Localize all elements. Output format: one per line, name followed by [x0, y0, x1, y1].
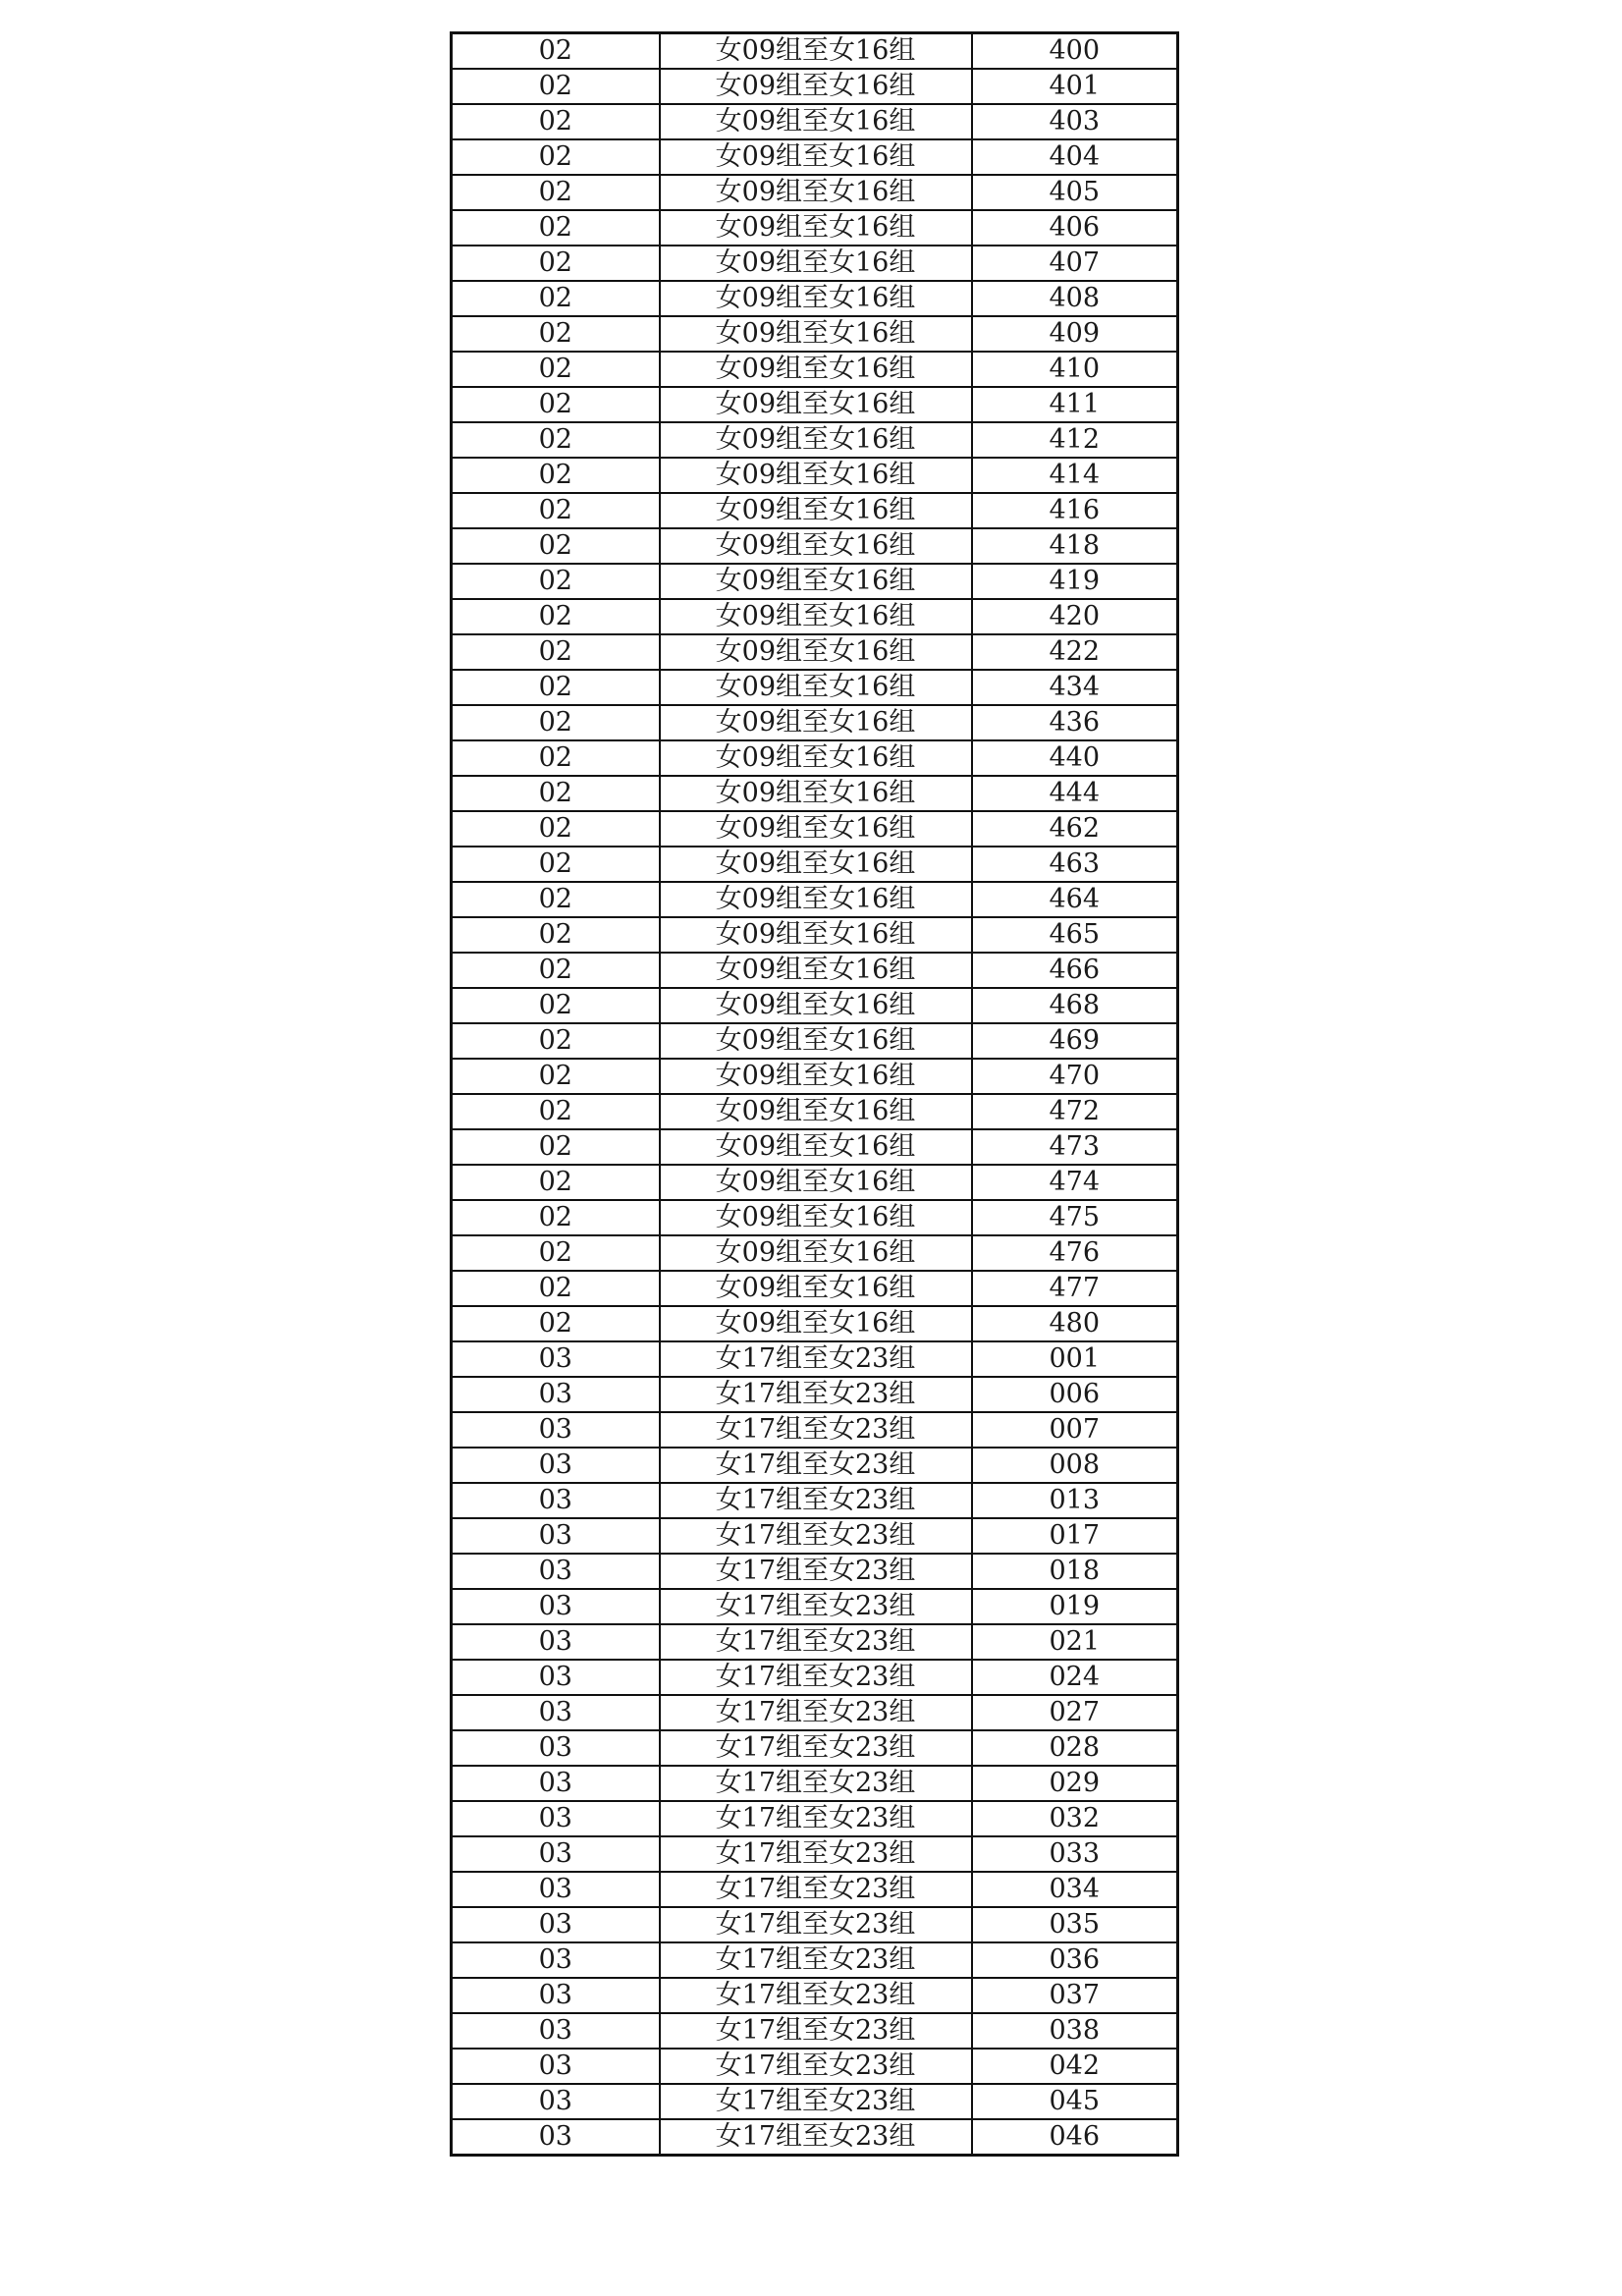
table-row [452, 1907, 1178, 1942]
number-cell: 463 [972, 847, 1178, 882]
number-cell: 436 [972, 705, 1178, 740]
number-cell: 420 [972, 599, 1178, 634]
table-row [452, 387, 1178, 422]
group-range-cell: 女09组至女16组 [660, 104, 972, 139]
number-cell: 006 [972, 1377, 1178, 1412]
group-range-cell: 女09组至女16组 [660, 1200, 972, 1235]
group-code-cell: 02 [452, 316, 660, 352]
group-range-cell: 女17组至女23组 [660, 2119, 972, 2156]
group-code-cell: 03 [452, 2084, 660, 2119]
group-code-cell: 02 [452, 458, 660, 493]
group-code-cell: 02 [452, 1129, 660, 1165]
number-cell: 409 [972, 316, 1178, 352]
table-row [452, 1129, 1178, 1165]
table-row [452, 1518, 1178, 1554]
group-range-cell: 女09组至女16组 [660, 705, 972, 740]
table-row [452, 1589, 1178, 1624]
number-cell: 036 [972, 1942, 1178, 1978]
group-range-cell: 女09组至女16组 [660, 493, 972, 528]
group-code-cell: 03 [452, 1412, 660, 1448]
group-range-cell: 女09组至女16组 [660, 988, 972, 1023]
number-cell: 038 [972, 2013, 1178, 2049]
number-cell: 408 [972, 281, 1178, 316]
group-code-cell: 03 [452, 1377, 660, 1412]
group-code-cell: 02 [452, 139, 660, 175]
table-row [452, 1200, 1178, 1235]
group-code-cell: 02 [452, 776, 660, 811]
group-code-cell: 03 [452, 1907, 660, 1942]
group-code-cell: 02 [452, 705, 660, 740]
number-cell: 405 [972, 175, 1178, 210]
table-row [452, 1094, 1178, 1129]
group-range-cell: 女17组至女23组 [660, 1483, 972, 1518]
table-row [452, 422, 1178, 458]
group-code-cell: 02 [452, 281, 660, 316]
table-row [452, 1624, 1178, 1660]
number-cell: 462 [972, 811, 1178, 847]
table-row [452, 670, 1178, 705]
group-code-cell: 02 [452, 33, 660, 70]
group-code-cell: 02 [452, 528, 660, 564]
group-code-cell: 02 [452, 210, 660, 246]
number-cell: 414 [972, 458, 1178, 493]
table-row [452, 210, 1178, 246]
number-cell: 473 [972, 1129, 1178, 1165]
group-range-cell: 女09组至女16组 [660, 33, 972, 70]
number-cell: 407 [972, 246, 1178, 281]
number-cell: 001 [972, 1341, 1178, 1377]
group-code-cell: 03 [452, 1554, 660, 1589]
table-row [452, 493, 1178, 528]
group-range-cell: 女17组至女23组 [660, 1907, 972, 1942]
table-row [452, 1165, 1178, 1200]
table-row [452, 917, 1178, 953]
group-code-cell: 02 [452, 670, 660, 705]
number-cell: 476 [972, 1235, 1178, 1271]
number-cell: 007 [972, 1412, 1178, 1448]
group-code-cell: 02 [452, 740, 660, 776]
group-code-cell: 03 [452, 1695, 660, 1730]
group-range-cell: 女09组至女16组 [660, 1165, 972, 1200]
number-cell: 475 [972, 1200, 1178, 1235]
table-row [452, 175, 1178, 210]
table-row [452, 458, 1178, 493]
group-range-cell: 女17组至女23组 [660, 1978, 972, 2013]
group-code-cell: 02 [452, 882, 660, 917]
group-code-cell: 03 [452, 1730, 660, 1766]
group-code-cell: 02 [452, 599, 660, 634]
table-row [452, 634, 1178, 670]
group-code-cell: 03 [452, 2119, 660, 2156]
group-range-cell: 女17组至女23组 [660, 1589, 972, 1624]
number-cell: 400 [972, 33, 1178, 70]
group-range-cell: 女09组至女16组 [660, 210, 972, 246]
number-cell: 021 [972, 1624, 1178, 1660]
number-cell: 422 [972, 634, 1178, 670]
number-cell: 466 [972, 953, 1178, 988]
group-range-cell: 女09组至女16组 [660, 740, 972, 776]
group-range-cell: 女09组至女16组 [660, 1271, 972, 1306]
number-cell: 403 [972, 104, 1178, 139]
group-range-cell: 女09组至女16组 [660, 634, 972, 670]
table-row [452, 1872, 1178, 1907]
table-row [452, 1059, 1178, 1094]
group-code-cell: 02 [452, 564, 660, 599]
group-range-cell: 女17组至女23组 [660, 1624, 972, 1660]
group-range-cell: 女09组至女16组 [660, 422, 972, 458]
group-range-cell: 女09组至女16组 [660, 246, 972, 281]
group-range-cell: 女09组至女16组 [660, 953, 972, 988]
table-row [452, 1341, 1178, 1377]
number-cell: 465 [972, 917, 1178, 953]
group-range-cell: 女17组至女23组 [660, 1341, 972, 1377]
group-range-cell: 女17组至女23组 [660, 2084, 972, 2119]
group-range-cell: 女09组至女16组 [660, 847, 972, 882]
group-range-cell: 女09组至女16组 [660, 139, 972, 175]
group-range-cell: 女17组至女23组 [660, 1801, 972, 1836]
group-range-cell: 女09组至女16组 [660, 1235, 972, 1271]
group-range-cell: 女17组至女23组 [660, 1660, 972, 1695]
group-code-cell: 02 [452, 1094, 660, 1129]
group-code-cell: 03 [452, 1589, 660, 1624]
group-range-cell: 女17组至女23组 [660, 1836, 972, 1872]
group-code-cell: 02 [452, 847, 660, 882]
number-cell: 034 [972, 1872, 1178, 1907]
table-row [452, 69, 1178, 104]
group-range-cell: 女09组至女16组 [660, 352, 972, 387]
group-code-cell: 02 [452, 1023, 660, 1059]
table-row [452, 740, 1178, 776]
table-row [452, 811, 1178, 847]
number-cell: 033 [972, 1836, 1178, 1872]
number-cell: 410 [972, 352, 1178, 387]
number-cell: 029 [972, 1766, 1178, 1801]
group-range-cell: 女09组至女16组 [660, 387, 972, 422]
table-row [452, 988, 1178, 1023]
table-row [452, 847, 1178, 882]
group-code-cell: 02 [452, 104, 660, 139]
group-code-cell: 02 [452, 352, 660, 387]
table-row [452, 953, 1178, 988]
group-range-cell: 女09组至女16组 [660, 882, 972, 917]
table-row [452, 1377, 1178, 1412]
table-row [452, 1730, 1178, 1766]
number-cell: 419 [972, 564, 1178, 599]
table-row [452, 882, 1178, 917]
number-cell: 418 [972, 528, 1178, 564]
group-code-cell: 02 [452, 634, 660, 670]
table-row [452, 104, 1178, 139]
number-cell: 042 [972, 2049, 1178, 2084]
group-code-cell: 02 [452, 953, 660, 988]
table-row [452, 352, 1178, 387]
table-row [452, 1695, 1178, 1730]
number-cell: 017 [972, 1518, 1178, 1554]
number-cell: 434 [972, 670, 1178, 705]
table-row [452, 564, 1178, 599]
table-row [452, 139, 1178, 175]
table-row [452, 1235, 1178, 1271]
group-code-cell: 02 [452, 1271, 660, 1306]
group-code-cell: 02 [452, 175, 660, 210]
group-code-cell: 02 [452, 422, 660, 458]
table-row [452, 1271, 1178, 1306]
group-range-cell: 女09组至女16组 [660, 917, 972, 953]
group-range-cell: 女17组至女23组 [660, 1377, 972, 1412]
number-cell: 045 [972, 2084, 1178, 2119]
number-cell: 035 [972, 1907, 1178, 1942]
group-range-cell: 女17组至女23组 [660, 1766, 972, 1801]
group-code-cell: 03 [452, 2049, 660, 2084]
table-row [452, 1306, 1178, 1341]
group-code-cell: 02 [452, 1200, 660, 1235]
group-code-cell: 03 [452, 1448, 660, 1483]
group-code-cell: 02 [452, 1165, 660, 1200]
group-code-cell: 03 [452, 1978, 660, 2013]
number-cell: 028 [972, 1730, 1178, 1766]
group-range-cell: 女09组至女16组 [660, 1129, 972, 1165]
number-cell: 472 [972, 1094, 1178, 1129]
table-row [452, 1023, 1178, 1059]
group-range-cell: 女17组至女23组 [660, 1554, 972, 1589]
group-range-cell: 女09组至女16组 [660, 1306, 972, 1341]
table-row [452, 1483, 1178, 1518]
table-row [452, 1836, 1178, 1872]
group-range-cell: 女09组至女16组 [660, 1094, 972, 1129]
table-row [452, 33, 1178, 70]
group-code-cell: 03 [452, 2013, 660, 2049]
number-cell: 027 [972, 1695, 1178, 1730]
table-row [452, 1801, 1178, 1836]
number-cell: 008 [972, 1448, 1178, 1483]
number-cell: 032 [972, 1801, 1178, 1836]
group-code-cell: 03 [452, 1942, 660, 1978]
group-code-cell: 02 [452, 1059, 660, 1094]
group-code-cell: 03 [452, 1836, 660, 1872]
number-cell: 480 [972, 1306, 1178, 1341]
group-range-cell: 女09组至女16组 [660, 776, 972, 811]
group-code-cell: 03 [452, 1801, 660, 1836]
number-cell: 469 [972, 1023, 1178, 1059]
group-range-cell: 女09组至女16组 [660, 811, 972, 847]
group-code-cell: 02 [452, 811, 660, 847]
table-row [452, 1978, 1178, 2013]
group-range-cell: 女09组至女16组 [660, 281, 972, 316]
number-cell: 024 [972, 1660, 1178, 1695]
number-cell: 440 [972, 740, 1178, 776]
group-range-cell: 女09组至女16组 [660, 1059, 972, 1094]
table-row [452, 1660, 1178, 1695]
table-row [452, 2119, 1178, 2156]
table-row [452, 316, 1178, 352]
number-cell: 464 [972, 882, 1178, 917]
group-code-cell: 03 [452, 1766, 660, 1801]
table-row [452, 1766, 1178, 1801]
number-cell: 037 [972, 1978, 1178, 2013]
number-cell: 018 [972, 1554, 1178, 1589]
group-range-cell: 女09组至女16组 [660, 69, 972, 104]
number-cell: 013 [972, 1483, 1178, 1518]
table-row [452, 1412, 1178, 1448]
number-cell: 411 [972, 387, 1178, 422]
number-cell: 444 [972, 776, 1178, 811]
table-row [452, 1448, 1178, 1483]
table-row [452, 2049, 1178, 2084]
group-code-cell: 03 [452, 1624, 660, 1660]
group-code-cell: 03 [452, 1518, 660, 1554]
table-row [452, 281, 1178, 316]
group-code-cell: 02 [452, 1306, 660, 1341]
group-code-cell: 02 [452, 69, 660, 104]
number-cell: 404 [972, 139, 1178, 175]
number-cell: 477 [972, 1271, 1178, 1306]
group-range-cell: 女17组至女23组 [660, 2013, 972, 2049]
table-row [452, 776, 1178, 811]
data-table [450, 31, 1179, 2157]
group-range-cell: 女09组至女16组 [660, 599, 972, 634]
group-range-cell: 女17组至女23组 [660, 1448, 972, 1483]
table-row [452, 599, 1178, 634]
group-code-cell: 02 [452, 988, 660, 1023]
number-cell: 470 [972, 1059, 1178, 1094]
group-range-cell: 女09组至女16组 [660, 528, 972, 564]
group-range-cell: 女17组至女23组 [660, 1942, 972, 1978]
number-cell: 412 [972, 422, 1178, 458]
group-code-cell: 02 [452, 387, 660, 422]
table-row [452, 528, 1178, 564]
group-range-cell: 女17组至女23组 [660, 1695, 972, 1730]
group-code-cell: 03 [452, 1660, 660, 1695]
group-range-cell: 女17组至女23组 [660, 1412, 972, 1448]
number-cell: 468 [972, 988, 1178, 1023]
table-row [452, 1942, 1178, 1978]
number-cell: 046 [972, 2119, 1178, 2156]
table-row [452, 1554, 1178, 1589]
number-cell: 401 [972, 69, 1178, 104]
group-code-cell: 03 [452, 1341, 660, 1377]
group-code-cell: 02 [452, 917, 660, 953]
group-range-cell: 女17组至女23组 [660, 1872, 972, 1907]
number-cell: 474 [972, 1165, 1178, 1200]
table-row [452, 2084, 1178, 2119]
group-range-cell: 女17组至女23组 [660, 2049, 972, 2084]
group-code-cell: 03 [452, 1483, 660, 1518]
group-range-cell: 女09组至女16组 [660, 564, 972, 599]
group-code-cell: 02 [452, 1235, 660, 1271]
group-range-cell: 女09组至女16组 [660, 175, 972, 210]
group-code-cell: 03 [452, 1872, 660, 1907]
number-cell: 416 [972, 493, 1178, 528]
group-range-cell: 女09组至女16组 [660, 316, 972, 352]
number-cell: 019 [972, 1589, 1178, 1624]
group-range-cell: 女17组至女23组 [660, 1518, 972, 1554]
table-row [452, 705, 1178, 740]
group-code-cell: 02 [452, 246, 660, 281]
number-cell: 406 [972, 210, 1178, 246]
group-range-cell: 女17组至女23组 [660, 1730, 972, 1766]
group-range-cell: 女09组至女16组 [660, 458, 972, 493]
table-body [452, 33, 1178, 2156]
group-code-cell: 02 [452, 493, 660, 528]
table-row [452, 2013, 1178, 2049]
group-range-cell: 女09组至女16组 [660, 1023, 972, 1059]
group-range-cell: 女09组至女16组 [660, 670, 972, 705]
table-row [452, 246, 1178, 281]
